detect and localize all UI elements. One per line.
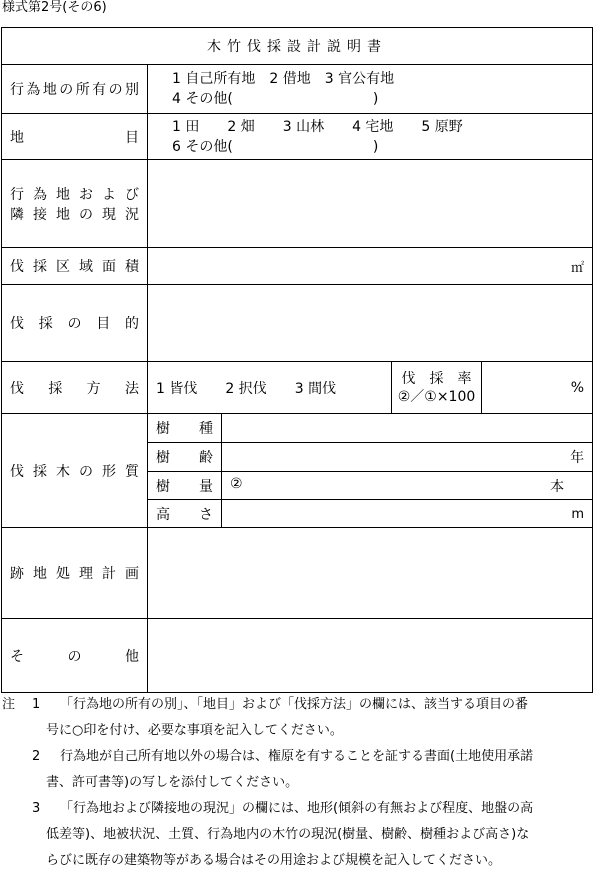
- note-text: 低差等)、地被状況、土質、行為地内の木竹の現況(樹量、樹齢、樹種および高さ)な: [46, 827, 530, 842]
- felling-design-form: [1, 27, 593, 693]
- note-item-3-cont1: [2, 822, 590, 848]
- tree-height-unit: m: [571, 506, 585, 522]
- method-options[interactable]: 1 皆伐 2 択伐 3 間伐: [148, 362, 392, 414]
- restoration-field[interactable]: [148, 528, 593, 619]
- ownership-row: [2, 65, 593, 114]
- site-status-row: [2, 160, 593, 248]
- land-category-row: [2, 114, 593, 160]
- method-label: 伐採方法: [2, 362, 148, 414]
- note-number: 3: [32, 801, 41, 816]
- felling-rate-label: [392, 362, 482, 414]
- tree-species-row: [2, 414, 593, 443]
- note-text: 「行為地および隣接地の現況」の欄には、地形(傾斜の有無および程度、地盤の高: [60, 801, 534, 816]
- felling-rate-field[interactable]: [482, 362, 593, 414]
- note-number: 1: [32, 697, 41, 712]
- tree-species-label: 樹種: [148, 414, 222, 443]
- tree-species-field[interactable]: [222, 414, 593, 443]
- felling-rate-unit: %: [570, 379, 585, 396]
- ownership-label: 行為地の所有の別: [2, 65, 148, 114]
- note-text: 「行為地の所有の別」、「地目」および「伐採方法」の欄には、該当する項目の番: [60, 697, 529, 712]
- felling-rate-label-line1: 伐 採 率: [401, 370, 472, 387]
- felling-rate-formula: ②／①×100: [397, 388, 476, 405]
- ownership-options[interactable]: [148, 65, 593, 114]
- note-text: らびに既存の建築物等がある場合はその用途および規模を記入してください。: [46, 853, 502, 868]
- note-item-3-cont2: [2, 848, 590, 874]
- note-text: 号に○印を付け、必要な事項を記入してください。: [46, 723, 343, 738]
- tree-volume-unit: 本: [550, 478, 565, 495]
- land-category-options[interactable]: [148, 114, 593, 160]
- area-row: [2, 248, 593, 285]
- note-text: 書、許可書等)の写しを添付してください。: [46, 775, 299, 790]
- tree-height-field[interactable]: [222, 500, 593, 528]
- other-row: [2, 619, 593, 693]
- restoration-label: 跡地処理計画: [2, 528, 148, 619]
- note-item-3: [2, 796, 590, 822]
- site-status-label-line1: 行為地および: [10, 186, 139, 203]
- land-category-label: 地目: [2, 114, 148, 160]
- land-category-options-line2: 6 その他( ): [172, 138, 379, 155]
- note-number: 2: [32, 749, 41, 764]
- method-row: [2, 362, 593, 414]
- tree-volume-label: 樹量: [148, 472, 222, 500]
- note-text: 行為地が自己所有地以外の場合は、権原を有することを証する書面(土地使用承諾: [60, 749, 534, 764]
- area-unit: ㎡: [571, 260, 585, 276]
- tree-age-label: 樹齢: [148, 443, 222, 472]
- note-item-1-cont: [2, 718, 590, 744]
- area-field[interactable]: [148, 248, 593, 285]
- note-item-1: [2, 692, 590, 718]
- site-status-label: [2, 160, 148, 248]
- note-item-2-cont: [2, 770, 590, 796]
- ownership-options-line2: 4 その他( ): [172, 91, 379, 107]
- other-label: その他: [2, 619, 148, 693]
- form-title: 木竹伐採設計説明書: [2, 28, 593, 65]
- notes-heading: 注: [2, 697, 16, 712]
- tree-age-unit: 年: [570, 450, 585, 466]
- tree-volume-field[interactable]: [222, 472, 593, 500]
- tree-volume-mark: ②: [230, 475, 243, 492]
- purpose-row: [2, 285, 593, 362]
- purpose-field[interactable]: [148, 285, 593, 362]
- purpose-label: 伐採の目的: [2, 285, 148, 362]
- land-category-options-line1: 1 田 2 畑 3 山林 4 宅地 5 原野: [172, 118, 463, 135]
- ownership-options-line1: 1 自己所有地 2 借地 3 官公有地: [172, 71, 395, 87]
- note-item-2: [2, 744, 590, 770]
- restoration-row: [2, 528, 593, 619]
- site-status-field[interactable]: [148, 160, 593, 248]
- other-field[interactable]: [148, 619, 593, 693]
- tree-age-field[interactable]: [222, 443, 593, 472]
- area-label: 伐採区域面積: [2, 248, 148, 285]
- tree-form-label: 伐採木の形質: [2, 414, 148, 528]
- form-number-label: 様式第2号(その6): [2, 0, 107, 15]
- tree-height-label: 高さ: [148, 500, 222, 528]
- title-row: [2, 28, 593, 65]
- notes-section: [2, 692, 590, 874]
- site-status-label-line2: 隣接地の現況: [10, 206, 139, 223]
